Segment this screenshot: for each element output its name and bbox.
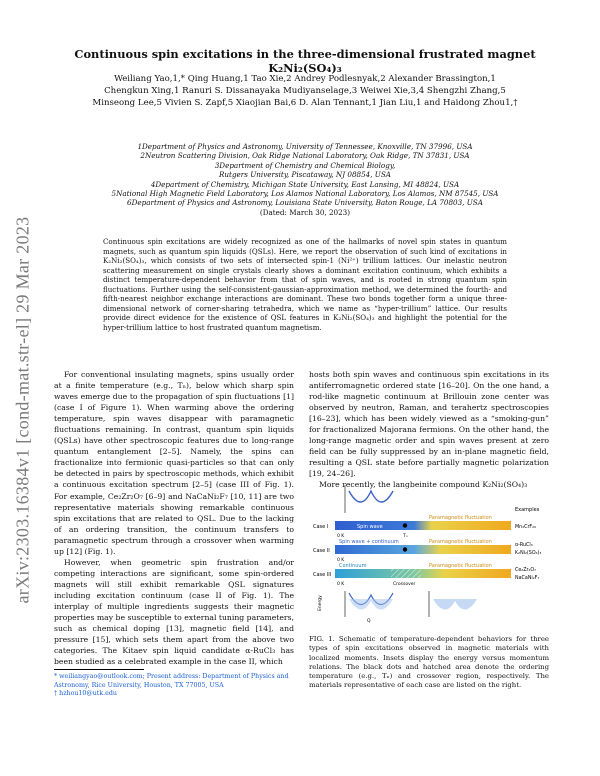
affiliation-list xyxy=(60,142,550,217)
axis-label: Q xyxy=(367,619,371,623)
bar-label: Paramagnetic fluctuation xyxy=(429,515,492,521)
spin-wave-inset xyxy=(349,491,393,502)
axis-label: Energy xyxy=(318,595,323,611)
right-column xyxy=(309,369,549,491)
bar-label: Paramagnetic fluctuation xyxy=(429,563,492,569)
footnote-rule xyxy=(54,669,144,670)
ordering-dot xyxy=(403,547,407,551)
case3-bar xyxy=(335,569,511,578)
affiliation: 3Department of Chemistry and Chemical Biology, xyxy=(214,160,396,170)
affiliation: 2Neutron Scattering Division, Oak Ridge National Laboratory, Oak Ridge, TN 37831, USA xyxy=(140,151,470,161)
case-label: Case II xyxy=(313,548,330,554)
paper-title: Continuous spin excitations in the three-dimensional frustrated magnet K₂Ni₂(SO₄)₃ xyxy=(74,47,536,75)
tick-label: Crossover xyxy=(393,582,416,587)
footnotes xyxy=(54,669,294,699)
tick-label: 0 K xyxy=(337,582,345,587)
examples-header: Examples xyxy=(515,507,540,513)
bar-label: Spin wave xyxy=(357,524,383,530)
figure-1-svg xyxy=(309,483,549,623)
tick-label: 0 K xyxy=(337,534,345,539)
paragraph: However, when geometric spin frustration and/or competing interactions are significant, some spin-ordered magnets will still exhibit remarkable QSL signatures including excitation continuum (case II of Fig. 1). The interplay of multiple ingredients suggests their magnetic properties may be susceptible to external tuning parameters, such as chemical doping [13], magnetic field [14], and pressure [15], which sets them apart from the above two categories. The Kitaev spin liquid candidate α-RuCl₃ has been studied as a celebrated example in the case II, which xyxy=(54,557,294,667)
paragraph: For conventional insulating magnets, spins usually order at a finite temperature (e.g., Tₙ), below which sharp spin waves emerge due to the propagation of spin fluctuations [1] (case I of Figure 1). When warming above the ordering temperature, spin waves disappear with paramagnetic fluctuations remaining. In contrast, quantum spin liquids (QSLs) have other spectroscopic features due to long-range quantum entanglement [2–5]. Namely, the spins can fractionalize into fermionic quasi-particles so that can only be detected in pairs by spectroscopic methods, which exhibit a continuous excitation spectrum [2–5] (case III of Fig. 1). For example, Ce₂Zr₂O₇ [6–9] and NaCaNi₂F₇ [10, 11] are two representative materials showing remarkable continuous spin excitations that are related to QSL. Due to the lacking of an ordering transition, the continuum transfers to paramagnetic spectrum through a crossover when warming up [12] (Fig. 1). xyxy=(54,370,294,556)
author-line: Minseong Lee,5 Vivien S. Zapf,5 Xiaojian Bai,6 D. Alan Tennant,1 Jian Liu,1 and Haidong Zhou1,† xyxy=(92,98,518,108)
arxiv-stamp[interactable]: arXiv:2303.16384v1 [cond-mat.str-el] 29 Mar 2023 xyxy=(12,216,33,604)
affiliation: Rutgers University, Piscataway, NJ 08854, USA xyxy=(219,170,391,180)
crossover-hatch xyxy=(391,569,421,578)
paragraph: More recently, the langbeinite compound K₂Ni₂(SO₄)₃ xyxy=(319,480,528,490)
example-material: Ce₂Zr₂O₇ xyxy=(515,568,537,573)
author-line: Weiliang Yao,1,* Qing Huang,1 Tao Xie,2 Andrey Podlesnyak,2 Alexander Brassington,1 xyxy=(114,74,496,84)
figure-1 xyxy=(309,483,549,623)
case-label: Case I xyxy=(313,524,329,530)
example-material: Mn₃CrF₂₀ xyxy=(515,525,537,530)
affiliation: 4Department of Chemistry, Michigan State University, East Lansing, MI 48824, USA xyxy=(150,179,460,189)
footnote-email[interactable]: † hzhou10@utk.edu xyxy=(54,690,117,697)
left-column xyxy=(54,369,294,667)
tick-label: 0 K xyxy=(337,558,345,563)
tick-label: Tₙ xyxy=(403,534,408,539)
paragraph: hosts both spin waves and continuous spin excitations in its antiferromagnetic ordered state [16–20]. On the one hand, a rod-like magnetic continuum at Brillouin zone center was observed by neutron, Raman, and terahertz spectroscopies [16–23], which has been widely viewed as a “smoking-gun” for fractionalized Majorana fermions. On the other hand, the long-range magnetic order and spin waves present at zero field can be fully suppressed by an in-plane magnetic field, resulting a QSL state before partially magnetic polarization [19, 24–26]. xyxy=(309,370,549,479)
affiliation: 5National High Magnetic Field Laboratory, Los Alamos National Laboratory, Los Alamos, NM 87545, USA xyxy=(111,189,499,199)
author-list xyxy=(70,73,540,109)
arxiv-stamp-container xyxy=(8,190,38,630)
bar-label: Continuum xyxy=(339,563,367,569)
bar-label: Spin wave + continuum xyxy=(339,539,399,545)
example-material: α-RuCl₃ xyxy=(515,543,533,548)
case2-bar xyxy=(335,545,511,554)
case-label: Case III xyxy=(313,572,332,578)
footnote-email[interactable]: * weiliangyao@outlook.com; Present address: Department of Physics and Astronomy, Rice University, Houston, TX 77005, USA xyxy=(54,673,289,689)
abstract: Continuous spin excitations are widely recognized as one of the hallmarks of novel spin states in quantum magnets, such as quantum spin liquids (QSLs). Here, we report the observation of such kind of excitations in K₂Ni₂(SO₄)₃, which consists of two sets of intersected spin-1 (Ni²⁺) trillium lattices. Our inelastic neutron scattering measurement on single crystals clearly shows a dominant excitation continuum, which exhibits a distinct temperature-dependent behavior from that of spin waves, and is rooted in strong quantum spin fluctuations. Further using the self-consistent-gaussian-approximation method, we determined the fourth- and fifth-nearest neighbor exchange interactions are dominant. These two bonds together form a unique three-dimensional network of corner-sharing tetrahedra, which we name as “hyper-trillium” lattice. Our results provide direct evidence for the existence of QSL features in K₂Ni₂(SO₄)₃ and highlight the potential for the hyper-trillium lattice to host frustrated quantum magnetism. xyxy=(103,237,507,332)
example-material: K₂Ni₂(SO₄)₃ xyxy=(515,551,542,556)
affiliation: 1Department of Physics and Astronomy, University of Tennessee, Knoxville, TN 37996, USA xyxy=(137,142,473,151)
author-line: Chengkun Xing,1 Ranuri S. Dissanayaka Mudiyanselage,3 Weiwei Xie,3,4 Shengzhi Zhang,5 xyxy=(104,86,506,96)
affiliation: 6Department of Physics and Astronomy, Louisiana State University, Baton Rouge, LA 70803, USA xyxy=(127,198,483,208)
example-material: NaCaNi₂F₇ xyxy=(515,576,540,581)
figure-caption: FIG. 1. Schematic of temperature-dependent behaviors for three types of spin excitations observed in magnetic materials with localized moments. Insets display the energy versus momentum relations. The black dots and hatched area denote the ordering temperature (e.g., Tₙ) and crossover region, respectively. The materials representative of each case are listed on the right. xyxy=(309,635,549,690)
date-line: (Dated: March 30, 2023) xyxy=(259,207,351,217)
ordering-dot xyxy=(403,523,407,527)
bar-label: Paramagnetic fluctuation xyxy=(429,539,492,545)
